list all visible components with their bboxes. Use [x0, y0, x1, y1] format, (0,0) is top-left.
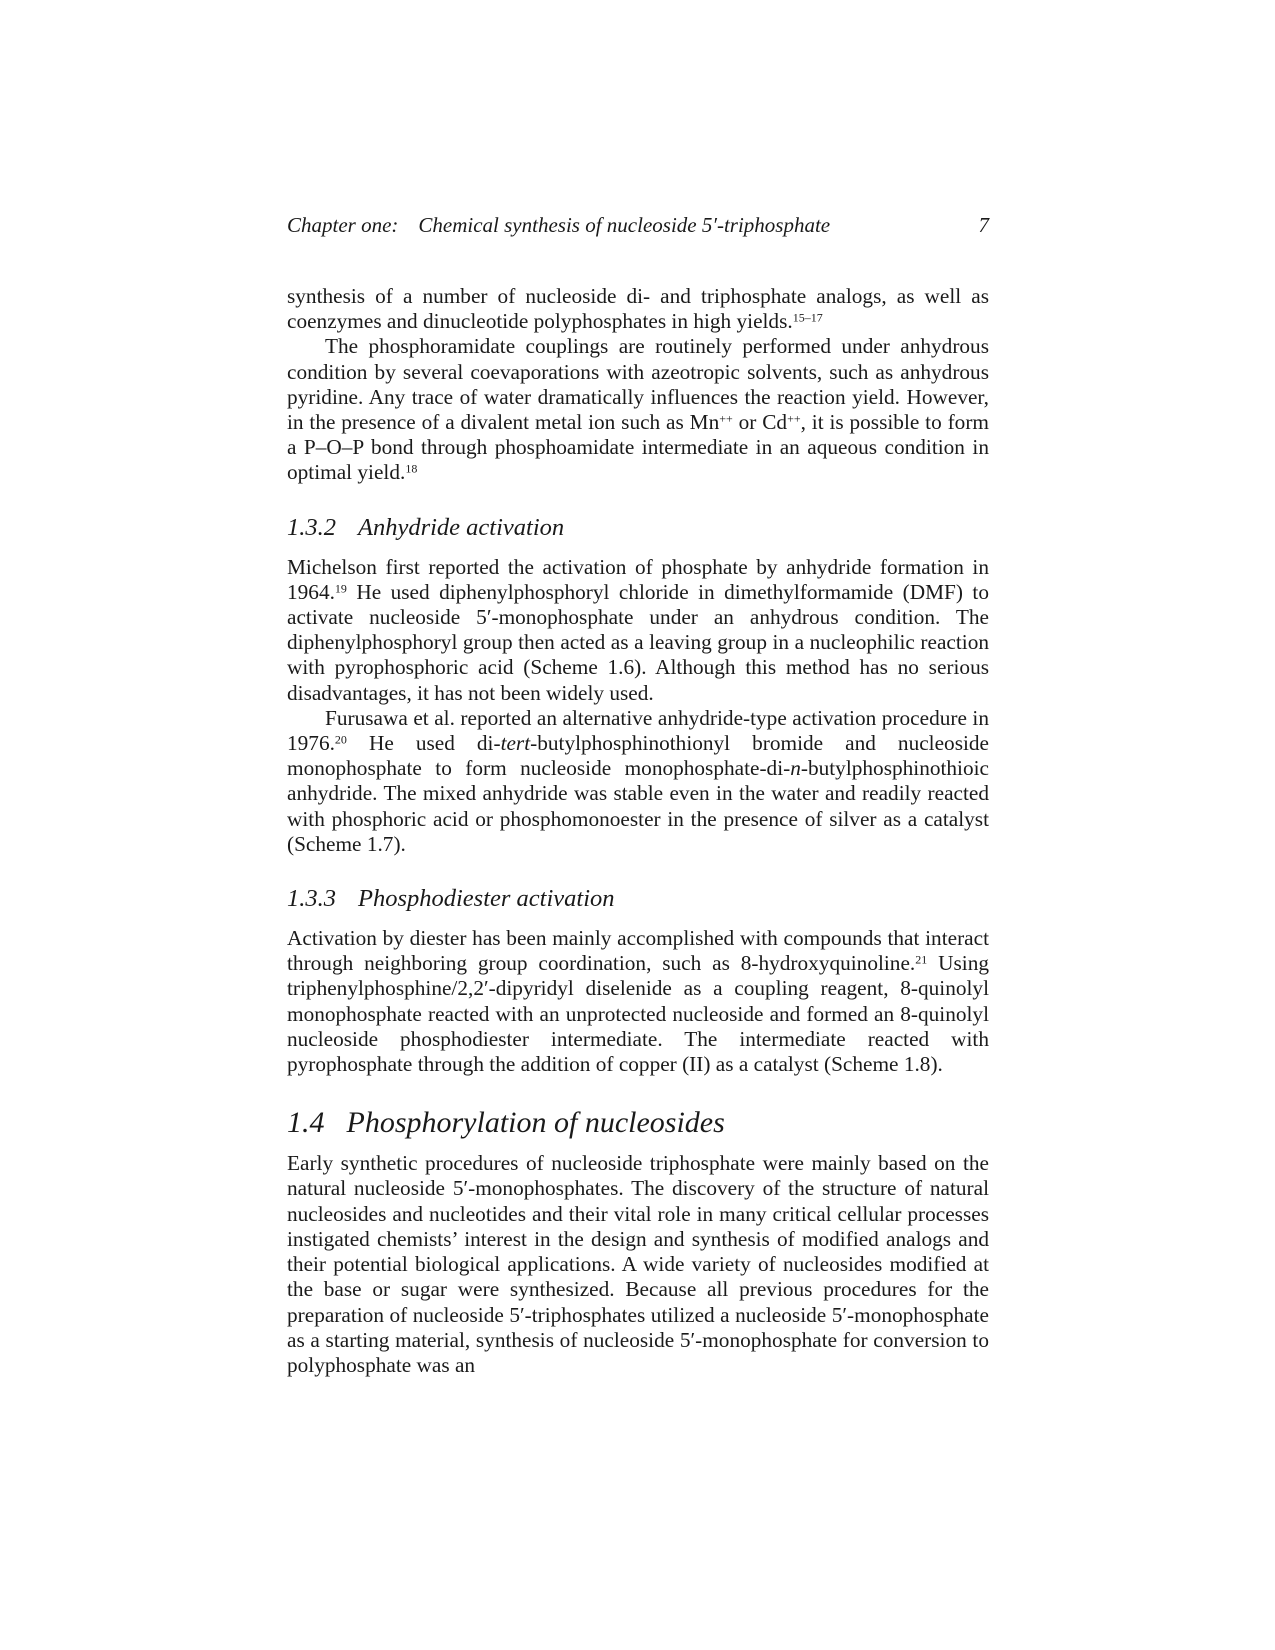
section-heading-1-4 [287, 1105, 989, 1141]
section-title: Phosphodiester activation [358, 885, 615, 913]
italic-text: tert [500, 731, 531, 756]
reference-superscript: 15–17 [792, 310, 823, 325]
paragraph-diester-activation [287, 926, 989, 1077]
section-number: 1.3.2 [287, 513, 336, 541]
section-heading-1-3-2 [287, 513, 989, 543]
paragraph-phosphoramidate-couplings [287, 334, 989, 485]
paragraph-text: -butylphosphinothionyl bromide and nucleoside monophosphate to form nucleoside monophosphate-di- [287, 731, 990, 781]
book-page [287, 210, 989, 1378]
paragraph-text: -butylphosphinothioic anhydride. The mixed anhydride was stable even in the water and readily reacted with phosphoric acid or phosphomonoester in the presence of silver as a catalyst (Scheme 1.7). [287, 756, 989, 856]
reference-superscript: 21 [915, 952, 928, 967]
chapter-label: Chapter one: [287, 213, 399, 237]
section-title: Anhydride activation [358, 513, 565, 541]
running-head [287, 210, 989, 240]
chapter-title: Chemical synthesis of nucleoside 5′-triphosphate [418, 213, 831, 237]
paragraph-text: or Cd [732, 410, 788, 435]
charge-superscript: ++ [787, 411, 801, 426]
paragraph-text: synthesis of a number of nucleoside di- and triphosphate analogs, as well as coenzymes and dinucleotide polyphosphates in high yields. [287, 284, 989, 334]
page-number: 7 [978, 213, 989, 237]
paragraph-text: The phosphoramidate couplings are routinely performed under anhydrous condition by several coevaporations with azeotropic solvents, such as anhydrous pyridine. Any trace of water dramatically influences the reaction yield. However, in the presence of a divalent metal ion such as Mn [287, 334, 989, 435]
paragraph-text: He used di- [346, 731, 501, 756]
paragraph-text: Michelson first reported the activation of phosphate by anhydride formation in 1964. [287, 554, 989, 604]
paragraph-text: He used diphenylphosphoryl chloride in dimethylformamide (DMF) to activate nucleoside 5′-monophosphate under an anhydrous condition. The diphenylphosphoryl group then acted as a leaving group in a nucleophilic reaction with pyrophosphoric acid (Scheme 1.6). Although this method has no serious disadvantages, it has not been widely used. [287, 579, 989, 705]
charge-superscript: ++ [719, 411, 733, 426]
paragraph-text: Furusawa et al. reported an alternative anhydride-type activation procedure in 1976. [287, 705, 989, 756]
section-number: 1.3.3 [287, 885, 336, 913]
paragraph-text: Using triphenylphosphine/2,2′-dipyridyl diselenide as a coupling reagent, 8-quinolyl monophosphate reacted with an unprotected nucleoside and formed an 8-quinolyl nucleoside phosphodiester intermediate. The intermediate reacted with pyrophosphate through the addition of copper (II) as a catalyst (Scheme 1.8). [287, 951, 989, 1077]
paragraph-michelson [287, 555, 989, 706]
paragraph-text: Activation by diester has been mainly accomplished with compounds that interact through neighboring group coordination, such as 8-hydroxyquinoline. [287, 926, 989, 976]
reference-superscript: 18 [405, 461, 418, 476]
reference-superscript: 20 [334, 732, 347, 747]
paragraph-text: , it is possible to form a P–O–P bond through phosphoamidate intermediate in an aqueous condition in optimal yield. [287, 410, 989, 485]
paragraph-early-procedures: Early synthetic procedures of nucleoside triphosphate were mainly based on the natural nucleoside 5′-monophosphates. The discovery of the structure of natural nucleosides and nucleotides and their vital role in many critical cellular processes instigated chemists’ interest in the design and synthesis of modified analogs and their potential biological applications. A wide variety of nucleosides modified at the base or sugar were synthesized. Because all previous procedures for the preparation of nucleoside 5′-triphosphates utilized a nucleoside 5′-monophosphate as a starting material, synthesis of nucleoside 5′-monophosphate for conversion to polyphosphate was an [287, 1151, 989, 1377]
italic-text: n [790, 756, 801, 781]
paragraph-continuation [287, 284, 989, 334]
reference-superscript: 19 [334, 581, 347, 596]
section-number: 1.4 [287, 1106, 325, 1140]
paragraph-furusawa [287, 706, 989, 857]
section-title: Phosphorylation of nucleosides [346, 1106, 725, 1140]
running-head-title [287, 210, 830, 240]
section-heading-1-3-3 [287, 884, 989, 914]
